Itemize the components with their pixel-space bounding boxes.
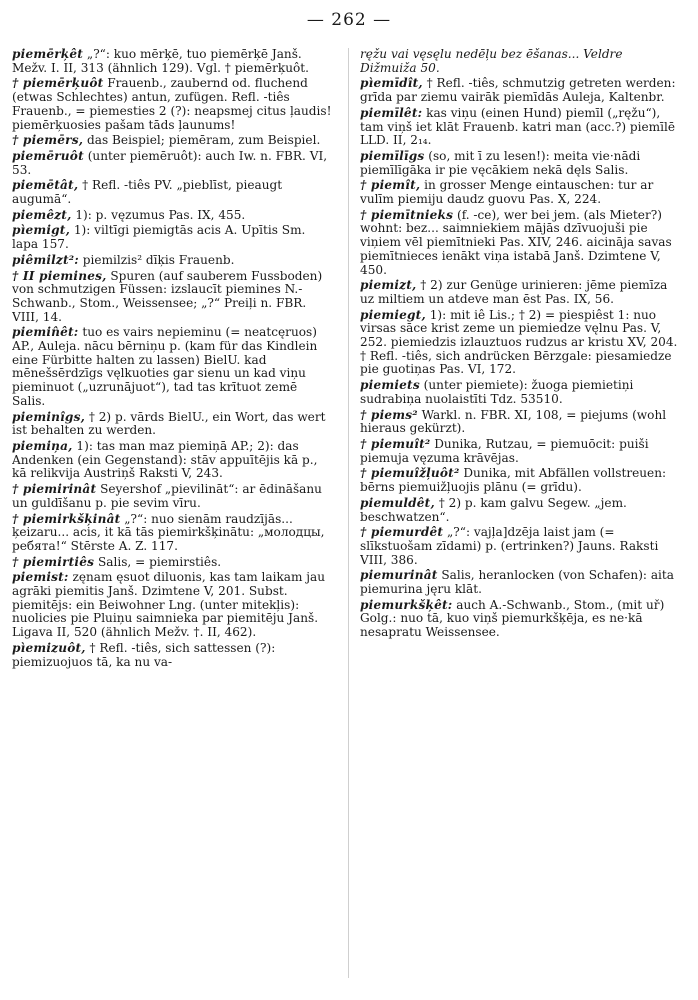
dictionary-entry (12, 134, 334, 148)
dictionary-entry (360, 179, 682, 206)
dictionary-entry (12, 254, 334, 268)
dictionary-entry (360, 379, 682, 406)
dictionary-entry (360, 526, 682, 567)
dictionary-entry (12, 556, 334, 570)
entry-headword: piemêzt, (12, 207, 72, 222)
dictionary-entry (12, 48, 334, 75)
dictionary-entry (360, 48, 682, 75)
entry-text: 1): tas man maz piemiņā AP.; 2): das Andenken (ein Gegenstand): stāv appuītējis kā p., kā relikvija Austriņš Raksti V, 243. (12, 438, 318, 481)
entry-text: Spuren (auf sauberem Fussboden) von schmutzigen Füssen: izslaucīt piemines N.-Schwanb., Stom., Weissensee; „?“ Preiļi n. FBR. VIII, 14. (12, 268, 323, 324)
dictionary-entry (360, 569, 682, 596)
entry-text: ręžu vai vęsęlu nedēļu bez ēšanas... Veldre Dižmuiža 50. (360, 48, 623, 75)
entry-text: kas viņu (einen Hund) piemīl („ręžu“), tam viņš iet klāt Frauenb. katri man (acc.?) piemīlē LLD. II, 2₁₄. (360, 105, 676, 148)
entry-headword: piemin̂êt: (12, 325, 79, 340)
entry-headword: † piemirinât (12, 482, 97, 497)
dictionary-entry (12, 209, 334, 223)
dictionary-entry (12, 77, 334, 132)
entry-headword: piemiegt, (360, 307, 426, 322)
entry-text: 1): p. vęzumus Pas. IX, 455. (71, 207, 246, 222)
entry-text: (unter piemiete): žuoga piemietiņi sudrabiņa nuolaistīti Tdz. 53510. (360, 378, 634, 406)
entry-headword: † II piemines, (12, 268, 107, 283)
dictionary-entry (12, 150, 334, 177)
dictionary-entry (12, 440, 334, 481)
dictionary-entry (12, 179, 334, 206)
entry-text: Salis, heranlocken (von Schafen): aita piemurina jęru klāt. (360, 568, 674, 597)
entry-text: Dunika, mit Abfällen vollstreuen: bērns piemuižļuojis plānu (= grīdu). (360, 466, 667, 495)
dictionary-entry (12, 224, 334, 251)
entry-text: † 2) p. kam galvu Segew. „jem. beschwatzen“. (360, 495, 627, 524)
entry-text: † Refl. -tiês PV. „pieblīst, pieaugt augumā“. (12, 178, 283, 207)
entry-headword: piemizt, (360, 278, 417, 293)
entry-headword: pìemizuôt, (12, 640, 86, 655)
entry-text: Frauenb., zaubernd od. fluchend (etwas Schlechtes) antun, zufügen. Refl. -tiês Frauenb., = piemesties 2 (?): neapsmej citus ļaudis! piemērķuosies pašam tāds ļaunums! (12, 76, 332, 132)
entry-headword: † piemērs, (12, 133, 84, 148)
dictionary-entry (12, 642, 334, 669)
entry-headword: † piemirtiês (12, 554, 95, 569)
entry-text: † 2) zur Genüge urinieren: jēme piemīza uz miltiem un atdeve man ēst Pas. IX, 56. (360, 278, 668, 306)
right-column (360, 48, 682, 990)
entry-text: „?“: vajļa]dzēja laist jam (= slīkstuošam zīdami) p. (ertrinken?) Jauns. Raksti VIII, 386. (360, 525, 659, 567)
entry-text: Salis, = piemirstiês. (94, 554, 222, 569)
entry-headword: † piems² (360, 407, 418, 422)
entry-headword: pieminîgs, (12, 409, 85, 424)
entry-text: † 2) p. vārds BielU., ein Wort, das wert ist behalten zu werden. (12, 409, 326, 438)
entry-headword: piemērķêt (12, 48, 84, 61)
entry-text: „?“: nuo sienām raudzījās... ķeizaru... acis, it kā tās piemirkšķinātu: „молодцы, ребята!“ Stērste A. Z. 117. (12, 511, 325, 553)
entry-headword: piemurinât (360, 568, 438, 583)
entry-text: 1): mit iê Lis.; † 2) = piespiêst 1: nuo virsas sāce krist zeme un piemiedze vęlnu Pas. V, 252. piemiedzis izlauztuos rudzus ar kristu XV, 204. † Refl. -tiês, sich andrücken Bērzgale: piesamiedze pie guotiņas Pas. VI, 172. (360, 307, 678, 377)
entry-headword: pìemigt, (12, 223, 70, 238)
entry-text: † Refl. -tiês, schmutzig getreten werden: grīda par ziemu vairāk piemīdās Auleja, Kaltenbr. (360, 76, 676, 105)
entry-headword: piemist: (12, 570, 69, 585)
dictionary-entry (360, 77, 682, 104)
entry-text: tuo es vairs nepieminu (= neatcęruos) AP., Auleja. nācu bērniņu p. (kam für das Kindlein eine Fürbitte halten zu lassen) BielU. kad mēnešsērdzīgs vęlkuoties gar sienu un kad viņu pieminuot („uzrunājuot“), tad tas krītuot zemē Salis. (12, 325, 318, 408)
entry-headword: piemēruôt (12, 148, 84, 163)
left-column (12, 48, 334, 990)
dictionary-entry (360, 409, 682, 436)
entry-text: zęnam ęsuot diluonis, kas tam laikam jau agrāki piemitis Janš. Dzimtene V, 201. Subst. piemitējs: ein Beiwohner Lng. (unter mitekļis): nuolicies pie Pluiņu saimnieka par piemitēju Janš. Ligava II, 520 (ähnlich Mežv. †. II, 462). (12, 570, 326, 640)
entry-headword: † piemuît² (360, 436, 431, 451)
dictionary-entry (360, 107, 682, 148)
entry-text: 1): viltīgi piemigtās acis A. Upītis Sm. lapa 157. (12, 223, 306, 252)
entry-text: Seyershof „pievilināt“: ar ēdināšanu un guldīšanu p. pie sevim vīru. (12, 482, 322, 510)
dictionary-entry (12, 571, 334, 640)
entry-headword: † piemītnieks (360, 207, 454, 222)
entry-headword: † piemît, (360, 178, 421, 193)
entry-headword: † piemirkšķinât (12, 511, 121, 526)
dictionary-entry (12, 411, 334, 438)
dictionary-entry (12, 326, 334, 408)
column-divider (348, 48, 349, 978)
entry-headword: piemētât, (12, 178, 79, 193)
entry-text: (so, mit ī zu lesen!): meita vie·nādi piemīlīgāka ir pie vęcākiem nekā dęls Salis. (360, 148, 641, 177)
page-number: — 262 — (306, 10, 392, 30)
entry-headword: piemurkšķêt: (360, 597, 453, 612)
entry-text: in grosser Menge eintauschen: tur ar vulīm piemiju daudz guovu Pas. X, 224. (360, 178, 654, 207)
entry-headword: piemīlīgs (360, 148, 425, 163)
entry-headword: † piemērķuôt (12, 76, 104, 91)
entry-text: † Refl. -tiês, sich sattessen (?): piemizuojuos tā, ka nu va- (12, 640, 276, 669)
entry-text: das Beispiel; piemēram, zum Beispiel. (83, 133, 321, 148)
dictionary-entry (360, 209, 682, 278)
dictionary-entry (360, 279, 682, 306)
entry-headword: pìemīdît, (360, 76, 423, 91)
entry-headword: piemuldêt, (360, 495, 435, 510)
entry-text: auch A.-Schwanb., Stom., (mit uř) Golg.: nuo tā, kuo viņš piemurkšķēja, es ne·kā nesapratu Weissensee. (360, 597, 665, 640)
entry-headword: piemiņa, (12, 438, 73, 453)
entry-headword: piemīlêt: (360, 105, 423, 120)
dictionary-entry (360, 599, 682, 640)
dictionary-entry (12, 513, 334, 554)
entry-text: Warkl. n. FBR. XI, 108, = piejums (wohl hieraus gekürzt). (360, 407, 667, 436)
entry-headword: † piemurdêt (360, 525, 444, 540)
dictionary-entry (360, 150, 682, 177)
dictionary-entry (360, 438, 682, 465)
dictionary-entry (360, 467, 682, 494)
dictionary-entry (12, 483, 334, 510)
entry-headword: piemiets (360, 378, 420, 393)
dictionary-entry (360, 497, 682, 524)
dictionary-entry (360, 309, 682, 378)
entry-text: Dunika, Rutzau, = piemuōcit: puiši piemuja vęzuma krāvējas. (360, 436, 649, 465)
entry-headword: piêmilzt²: (12, 252, 79, 267)
entry-text: piemilzis² dīķis Frauenb. (78, 252, 235, 267)
dictionary-entry (12, 270, 334, 325)
entry-text: (f. -ce), wer bei jem. (als Mieter?) wohnt: bez... saimniekiem mājās dzīvuojuši pie viņiem vēl piemītnieki Pas. XIV, 246. aicināja savas piemītnieces ienākt viņa istabā Janš. Dzimtene V, 450. (360, 207, 672, 277)
entry-text: (unter piemēruôt): auch Iw. n. FBR. VI, 53. (12, 148, 328, 177)
entry-headword: † piemuîžļuôt² (360, 466, 460, 481)
entry-text: „?“: kuo mērķē, tuo piemērķē Janš. Mežv. I. II, 313 (ähnlich 129). Vgl. † piemērķuôt. (12, 48, 309, 75)
